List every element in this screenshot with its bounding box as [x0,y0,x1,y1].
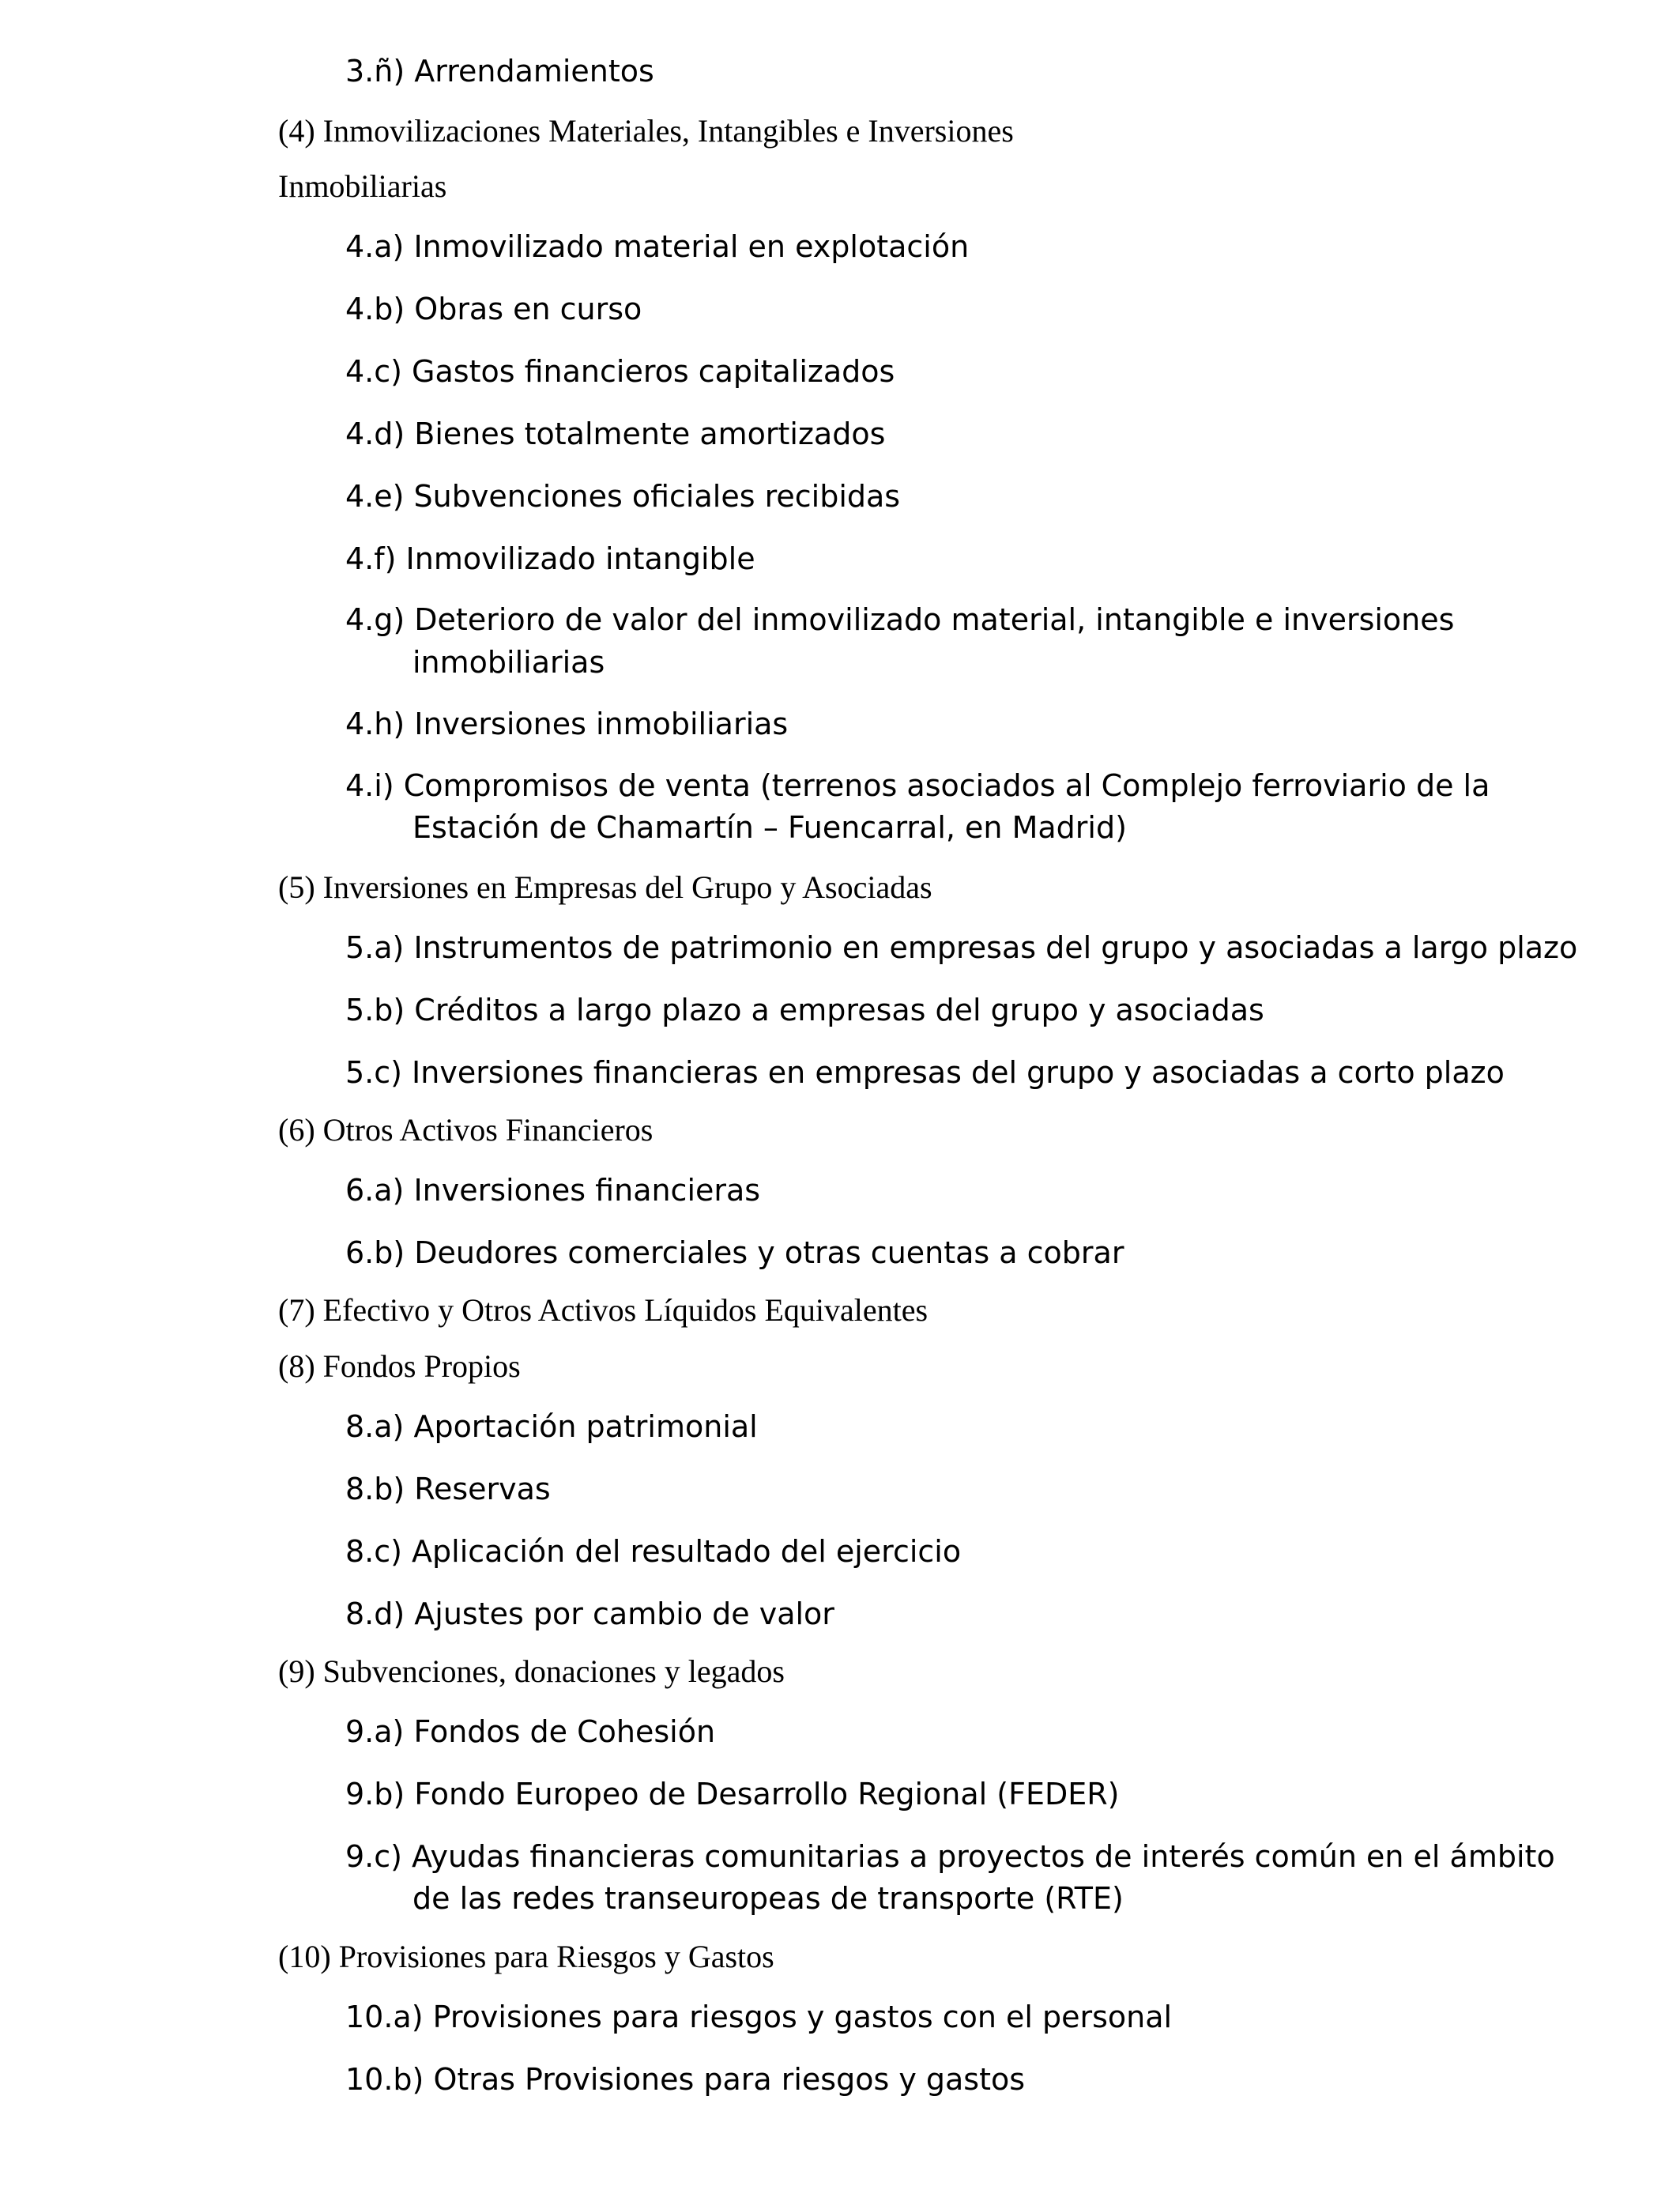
section-heading-7: (7) Efectivo y Otros Activos Líquidos Equivalentes [278,1292,929,1328]
section-heading-9: (9) Subvenciones, donaciones y legados [278,1653,785,1689]
list-item-4b: 4.b) Obras en curso [345,292,642,326]
list-item-8c: 8.c) Aplicación del resultado del ejercicio [345,1534,962,1569]
list-item-4i: 4.i) Compromisos de venta (terrenos asociados al Complejo ferroviario de la [345,768,1490,803]
list-item-4g-cont: inmobiliarias [412,645,605,680]
section-heading-4: (4) Inmovilizaciones Materiales, Intangibles e Inversiones [278,113,1014,149]
list-item-5b: 5.b) Créditos a largo plazo a empresas del grupo y asociadas [345,993,1264,1027]
list-item-3n: 3.ñ) Arrendamientos [345,54,654,89]
list-item-4e: 4.e) Subvenciones oficiales recibidas [345,479,901,514]
section-heading-6: (6) Otros Activos Financieros [278,1112,654,1148]
list-item-8b: 8.b) Reservas [345,1472,551,1506]
list-item-9c-cont: de las redes transeuropeas de transporte (RTE) [412,1881,1124,1916]
list-item-5c: 5.c) Inversiones financieras en empresas del grupo y asociadas a corto plazo [345,1055,1505,1090]
list-item-10a: 10.a) Provisiones para riesgos y gastos con el personal [345,2000,1173,2034]
list-item-4h: 4.h) Inversiones inmobiliarias [345,707,789,741]
section-heading-8: (8) Fondos Propios [278,1348,521,1384]
list-item-9b: 9.b) Fondo Europeo de Desarrollo Regional (FEDER) [345,1777,1120,1811]
list-item-5a: 5.a) Instrumentos de patrimonio en empresas del grupo y asociadas a largo plazo [345,930,1578,965]
section-heading-10: (10) Provisiones para Riesgos y Gastos [278,1939,774,1974]
list-item-4c: 4.c) Gastos financieros capitalizados [345,354,895,389]
list-item-6a: 6.a) Inversiones financieras [345,1173,761,1208]
section-heading-4-cont: Inmobiliarias [278,168,447,204]
list-item-4d: 4.d) Bienes totalmente amortizados [345,417,886,451]
list-item-6b: 6.b) Deudores comerciales y otras cuentas a cobrar [345,1235,1124,1270]
list-item-8a: 8.a) Aportación patrimonial [345,1409,758,1444]
list-item-9c: 9.c) Ayudas financieras comunitarias a proyectos de interés común en el ámbito [345,1839,1555,1874]
list-item-9a: 9.a) Fondos de Cohesión [345,1714,716,1749]
list-item-8d: 8.d) Ajustes por cambio de valor [345,1596,834,1631]
list-item-4f: 4.f) Inmovilizado intangible [345,541,755,576]
list-item-4i-cont: Estación de Chamartín – Fuencarral, en Madrid) [412,810,1127,845]
section-heading-5: (5) Inversiones en Empresas del Grupo y Asociadas [278,869,932,905]
list-item-10b: 10.b) Otras Provisiones para riesgos y gastos [345,2062,1026,2097]
list-item-4a: 4.a) Inmovilizado material en explotación [345,229,970,264]
list-item-4g: 4.g) Deterioro de valor del inmovilizado material, intangible e inversiones [345,602,1455,637]
